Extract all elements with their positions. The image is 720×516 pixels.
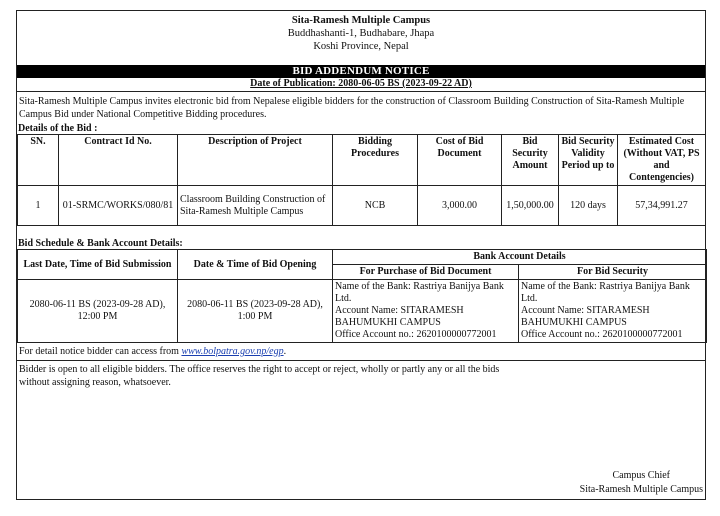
bid-details-table <box>17 134 706 226</box>
bolpatra-link[interactable]: www.bolpatra.gov.np/egp <box>181 346 284 357</box>
address-line-2: Koshi Province, Nepal <box>313 41 409 52</box>
notice-title: BID ADDENDUM NOTICE <box>17 65 705 78</box>
cell-description: Classroom Building Construction of Sita-Ramesh Multiple Campus <box>178 186 333 226</box>
institution-name: Sita-Ramesh Multiple Campus <box>291 15 431 26</box>
cell-sn: 1 <box>18 186 59 226</box>
col-estimated-cost: Estimated Cost (Without VAT, PS and Contengencies) <box>618 135 706 186</box>
security-account-name: Account Name: SITARAMESH BAHUMUKHI CAMPUS <box>521 305 650 328</box>
signatory-title: Campus Chief <box>612 470 670 481</box>
cell-submission: 2080-06-11 BS (2023-09-28 AD), 12:00 PM <box>18 280 178 343</box>
purchase-account-no: Office Account no.: 2620100000772001 <box>335 329 497 340</box>
notice-page <box>16 10 706 500</box>
col-procedure: Bidding Procedures <box>333 135 418 186</box>
cell-validity: 120 days <box>559 186 618 226</box>
col-validity: Bid Security Validity Period up to <box>559 135 618 186</box>
cell-estimated-cost: 57,34,991.27 <box>618 186 706 226</box>
cell-doc-cost: 3,000.00 <box>418 186 502 226</box>
cell-opening: 2080-06-11 BS (2023-09-28 AD), 1:00 PM <box>178 280 333 343</box>
col-opening: Date & Time of Bid Opening <box>178 250 333 280</box>
detail-note-text: For detail notice bidder can access from <box>19 346 179 357</box>
signature-block <box>580 469 703 497</box>
col-contract-id: Contract Id No. <box>59 135 178 186</box>
col-security: For Bid Security <box>519 265 707 280</box>
purchase-bank-name: Name of the Bank: Rastriya Banijya Bank Ltd. <box>335 281 504 304</box>
security-account-no: Office Account no.: 2620100000772001 <box>521 329 683 340</box>
bid-details-heading: Details of the Bid : <box>18 123 98 134</box>
cell-security-bank <box>519 280 707 343</box>
table-row <box>18 186 706 226</box>
purchase-account-name: Account Name: SITARAMESH BAHUMUKHI CAMPUS <box>335 305 464 328</box>
col-bank-details: Bank Account Details <box>333 250 707 265</box>
publication-date <box>17 78 705 91</box>
address-line-1: Buddhashanti-1, Budhabare, Jhapa <box>287 28 435 39</box>
detail-note-suffix: . <box>283 346 287 357</box>
col-doc-cost: Cost of Bid Document <box>418 135 502 186</box>
col-description: Description of Project <box>178 135 333 186</box>
col-sn: SN. <box>18 135 59 186</box>
schedule-heading: Bid Schedule & Bank Account Details: <box>18 238 183 249</box>
cell-purchase-bank <box>333 280 519 343</box>
col-security-amount: Bid Security Amount <box>502 135 559 186</box>
signatory-org: Sita-Ramesh Multiple Campus <box>579 484 703 495</box>
col-submission: Last Date, Time of Bid Submission <box>18 250 178 280</box>
schedule-table <box>17 249 707 343</box>
detail-note <box>17 343 705 360</box>
letterhead <box>17 11 705 65</box>
col-purchase: For Purchase of Bid Document <box>333 265 519 280</box>
table-row <box>18 280 707 343</box>
security-bank-name: Name of the Bank: Rastriya Banijya Bank Ltd. <box>521 281 690 304</box>
cell-security-amount: 1,50,000.00 <box>502 186 559 226</box>
disclaimer: Bidder is open to all eligible bidders. The office reserves the right to accept or reject, wholly or partly any or all the bids without assigning reason, whatsoever. <box>19 364 500 388</box>
cell-procedure: NCB <box>333 186 418 226</box>
cell-contract-id: 01-SRMC/WORKS/080/81 <box>59 186 178 226</box>
intro-paragraph: Sita-Ramesh Multiple Campus invites electronic bid from Nepalese eligible bidders for the construction of Classroom Building Construction of Sita-Ramesh Multiple Campus Bid under National Competitive Bidding procedures. <box>19 96 685 120</box>
publication-date-text: Date of Publication: 2080-06-05 BS (2023-09-22 AD) <box>250 78 472 89</box>
